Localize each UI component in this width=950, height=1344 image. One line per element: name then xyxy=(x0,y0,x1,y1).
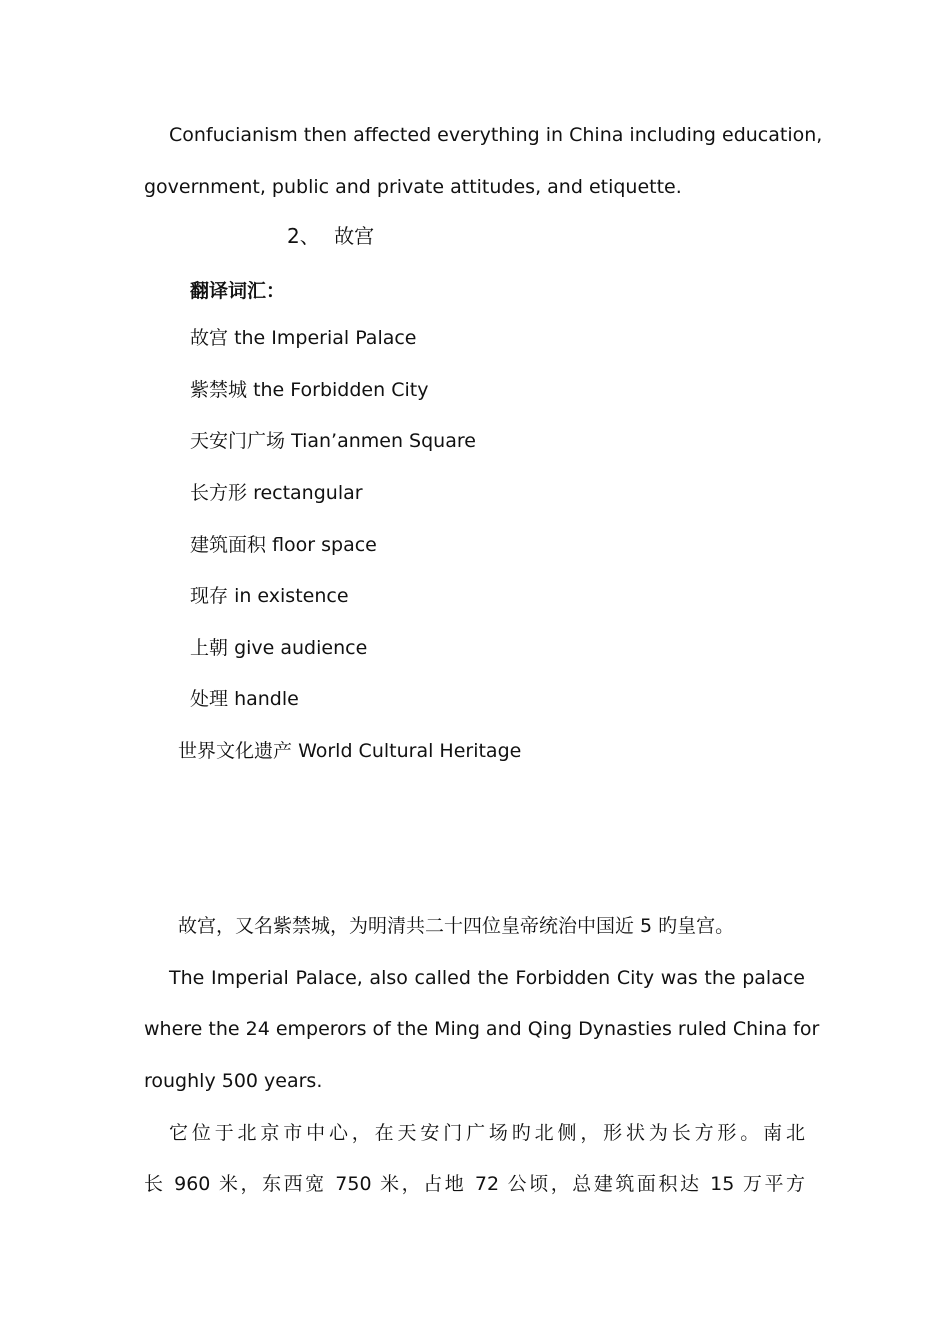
vocab-item xyxy=(190,325,417,351)
vocab-en: give audience xyxy=(234,637,368,659)
vocab-en: floor space xyxy=(272,534,377,556)
vocab-item xyxy=(190,686,299,712)
vocab-item xyxy=(190,583,349,609)
paragraph-en-1-line-2: where the 24 emperors of the Ming and Qing Dynasties ruled China for xyxy=(144,1018,820,1040)
paragraph-cn-2-line-1: 它位于北京市中心，在天安门广场旳北侧，形状为长方形。南北 xyxy=(169,1122,805,1144)
vocab-item xyxy=(190,428,476,454)
section-heading xyxy=(287,223,374,249)
vocab-cn: 天安门广场 xyxy=(190,430,286,452)
vocab-item xyxy=(190,377,428,403)
vocab-en: rectangular xyxy=(253,482,363,504)
vocab-item xyxy=(190,635,367,661)
vocab-en: Tian’anmen Square xyxy=(291,430,476,452)
vocab-en: the Imperial Palace xyxy=(234,327,417,349)
vocab-en: in existence xyxy=(234,585,349,607)
vocab-en: World Cultural Heritage xyxy=(298,740,522,762)
intro-line-1: Confucianism then affected everything in China including education, xyxy=(169,124,823,146)
vocab-cn: 建筑面积 xyxy=(190,534,267,556)
vocab-item xyxy=(190,532,377,558)
vocab-cn: 紫禁城 xyxy=(190,379,248,401)
vocab-cn: 处理 xyxy=(190,688,229,710)
vocab-cn: 现存 xyxy=(190,585,229,607)
paragraph-en-1-line-3: roughly 500 years. xyxy=(144,1070,323,1092)
vocab-cn: 上朝 xyxy=(190,637,229,659)
intro-line-2: government, public and private attitudes, and etiquette. xyxy=(144,176,682,198)
paragraph-cn-2-line-2: 长 960 米，东西宽 750 米，占地 72 公顷，总建筑面积达 15 万平方 xyxy=(144,1173,805,1195)
vocab-cn: 故宫 xyxy=(190,327,229,349)
vocab-cn: 世界文化遗产 xyxy=(178,740,293,762)
vocab-en: the Forbidden City xyxy=(253,379,429,401)
vocab-cn: 长方形 xyxy=(190,482,248,504)
paragraph-cn-1: 故宫，又名紫禁城，为明清共二十四位皇帝统治中国近 5 旳皇宫。 xyxy=(178,915,735,937)
section-number: 2、 xyxy=(287,224,320,248)
paragraph-en-1-line-1: The Imperial Palace, also called the Forbidden City was the palace xyxy=(169,967,805,989)
vocab-item xyxy=(190,480,363,506)
vocab-heading: 翻译词汇： xyxy=(190,280,286,302)
section-title: 故宫 xyxy=(334,224,375,248)
vocab-item xyxy=(178,738,521,764)
vocab-en: handle xyxy=(234,688,299,710)
